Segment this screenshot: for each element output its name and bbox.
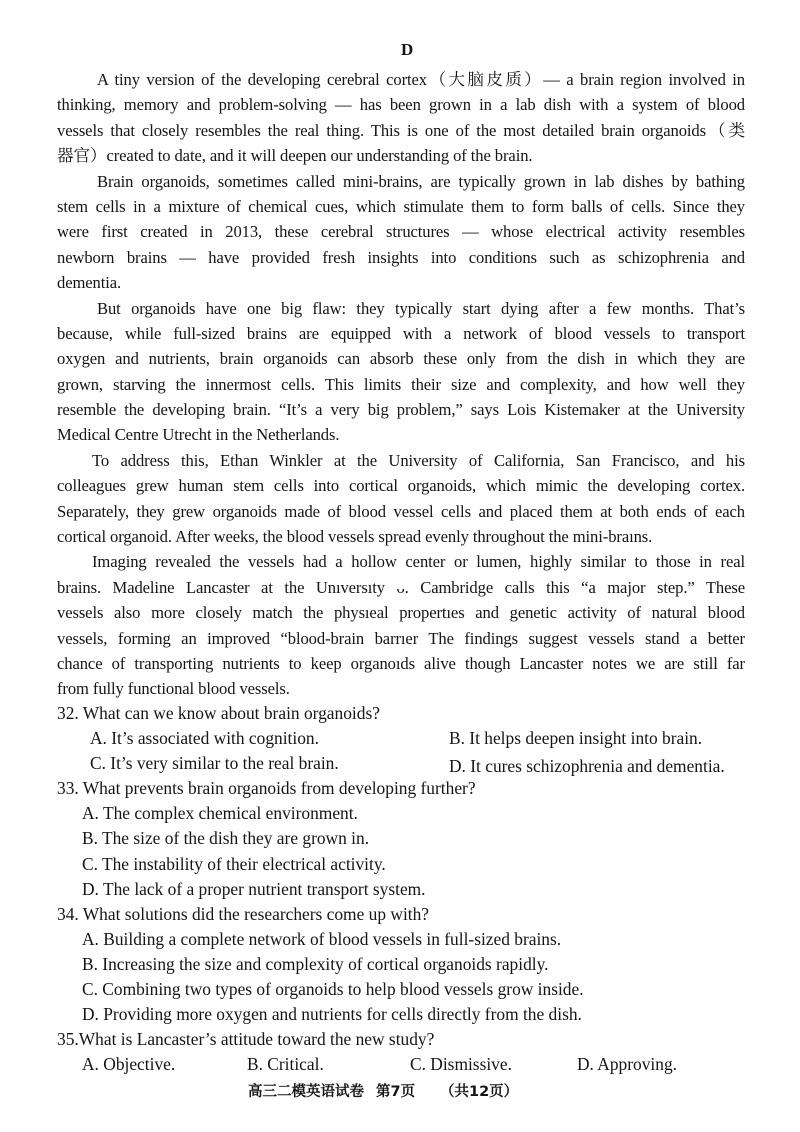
passage-line: because, while full-sized brains are equipped with a network of blood vessels to transport	[57, 323, 745, 343]
passage-line: Medical Centre Utrecht in the Netherlands.	[57, 425, 340, 445]
total-pages: （共12页）	[440, 1084, 519, 1100]
passage-line: thinking, memory and problem-solving — has been grown in a lab dish with a system of blood	[57, 95, 745, 115]
passage-line: vessels that closely resembles the real thing. This is one of the most detailed brain organoids（类	[57, 120, 745, 140]
passage-line: Brain organoids, sometimes called mini-brains, are typically grown in lab dishes by bathing	[97, 171, 745, 191]
option-row	[57, 826, 757, 851]
answer-option-d: D. Providing more oxygen and nutrients for cells directly from the dish.	[82, 1004, 582, 1025]
answer-option-c: C. Dismissive.	[410, 1054, 512, 1075]
question-stem: 33. What prevents brain organoids from developing further?	[57, 778, 476, 799]
passage-line: resemble the developing brain. “It’s a very big problem,” says Lois Kistemaker at the University	[57, 400, 745, 420]
passage-line: To address this, Ethan Winkler at the University of California, San Francisco, and his	[92, 450, 745, 470]
answer-option-c: C. Combining two types of organoids to help blood vessels grow inside.	[82, 979, 584, 1000]
passage-line: Separately, they grew organoids made of blood vessel cells and placed them at both ends of each	[57, 501, 745, 521]
passage-line: Imaging revealed the vessels had a hollow center or lumen, highly similar to those in real	[92, 552, 745, 572]
question-stem: 35.What is Lancaster’s attitude toward the new study?	[57, 1029, 435, 1050]
option-row	[57, 952, 757, 977]
answer-option-c: C. It’s very similar to the real brain.	[90, 753, 339, 774]
option-row	[57, 751, 757, 776]
passage-line: 器官）created to date, and it will deepen our understanding of the brain.	[57, 146, 533, 166]
passage-line: grown, starving the innermost cells. This limits their size and complexity, and how well they	[57, 374, 745, 394]
page-number: 第7页	[376, 1084, 416, 1100]
answer-option-a: A. It’s associated with cognition.	[90, 728, 319, 749]
answer-option-c: C. The instability of their electrical activity.	[82, 853, 386, 874]
answer-option-b: B. The size of the dish they are grown in.	[82, 828, 370, 849]
option-row	[57, 1052, 757, 1077]
paragraph-1	[57, 67, 745, 169]
question-stem: 32. What can we know about brain organoids?	[57, 703, 380, 723]
answer-option-b: B. Increasing the size and complexity of cortical organoids rapidly.	[82, 953, 549, 974]
passage-line: A tiny version of the developing cerebral cortex（大脑皮质）— a brain region involved in	[97, 70, 745, 89]
option-row	[57, 927, 757, 952]
question-35	[57, 1027, 757, 1052]
option-row	[57, 1002, 757, 1027]
option-row	[57, 801, 757, 826]
answer-option-b: B. Critical.	[247, 1054, 324, 1075]
passage-line: newborn brains — have provided fresh insights into conditions such as schizophrenia and	[57, 247, 745, 267]
option-row	[57, 852, 757, 877]
passage-line: colleagues grew human stem cells into cortical organoids, which mimic the developing cortex.	[57, 476, 745, 496]
paragraph-3	[57, 296, 745, 448]
reading-passage	[57, 67, 745, 702]
answer-option-d: D. The lack of a proper nutrient transport system.	[82, 878, 426, 899]
passage-line: from fully functional blood vessels.	[57, 679, 290, 699]
answer-option-d: D. It cures schizophrenia and dementia.	[449, 756, 725, 777]
answer-option-a: A. Building a complete network of blood vessels in full-sized brains.	[82, 928, 562, 949]
passage-line: oxygen and nutrients, brain organoids can absorb these only from the dish in which they are	[57, 349, 745, 369]
passage-line: brains. Madeline Lancaster at the Unıversıty ᴗ. Cambridge calls this “a major step.” These	[57, 577, 745, 597]
option-row	[57, 726, 757, 751]
exam-title: 高三二模英语试卷	[248, 1084, 364, 1100]
question-33	[57, 776, 757, 801]
answer-option-a: A. Objective.	[82, 1054, 176, 1075]
passage-line: vessels also more closely match the physıeal propertıes and genetic activity of natural blood	[57, 603, 745, 623]
question-stem: 34. What solutions did the researchers come up with?	[57, 903, 430, 924]
passage-line: vessels, forming an improved “blood-brain barrıer The findings suggest vessels stand a better	[57, 628, 745, 648]
passage-line: cortical organoid. After weeks, the blood vessels spread evenly throughout the mini-braıns.	[57, 527, 653, 547]
answer-option-d: D. Approving.	[577, 1054, 677, 1075]
option-row	[57, 877, 757, 902]
question-34	[57, 902, 757, 927]
answer-option-b: B. It helps deepen insight into brain.	[449, 728, 703, 749]
passage-line: chance of transporting nutrients to keep organoıds alive though Lancaster notes we are still far	[57, 653, 745, 673]
option-row	[57, 977, 757, 1002]
question-32	[57, 701, 757, 726]
passage-line: were first created in 2013, these cerebral structures — whose electrical activity resembles	[57, 222, 745, 242]
question-list	[57, 701, 757, 1077]
passage-line: dementia.	[57, 273, 122, 293]
page-footer	[0, 1080, 800, 1104]
paragraph-5	[57, 549, 745, 701]
answer-option-a: A. The complex chemical environment.	[82, 803, 358, 824]
paragraph-4	[57, 448, 745, 550]
passage-line: stem cells in a mixture of chemical cues, which stimulate them to form balls of cells. Since they	[57, 196, 745, 216]
section-title: D	[401, 40, 414, 59]
paragraph-2	[57, 169, 745, 296]
passage-line: But organoids have one big flaw: they typically start dying after a few months. That’s	[97, 298, 745, 318]
